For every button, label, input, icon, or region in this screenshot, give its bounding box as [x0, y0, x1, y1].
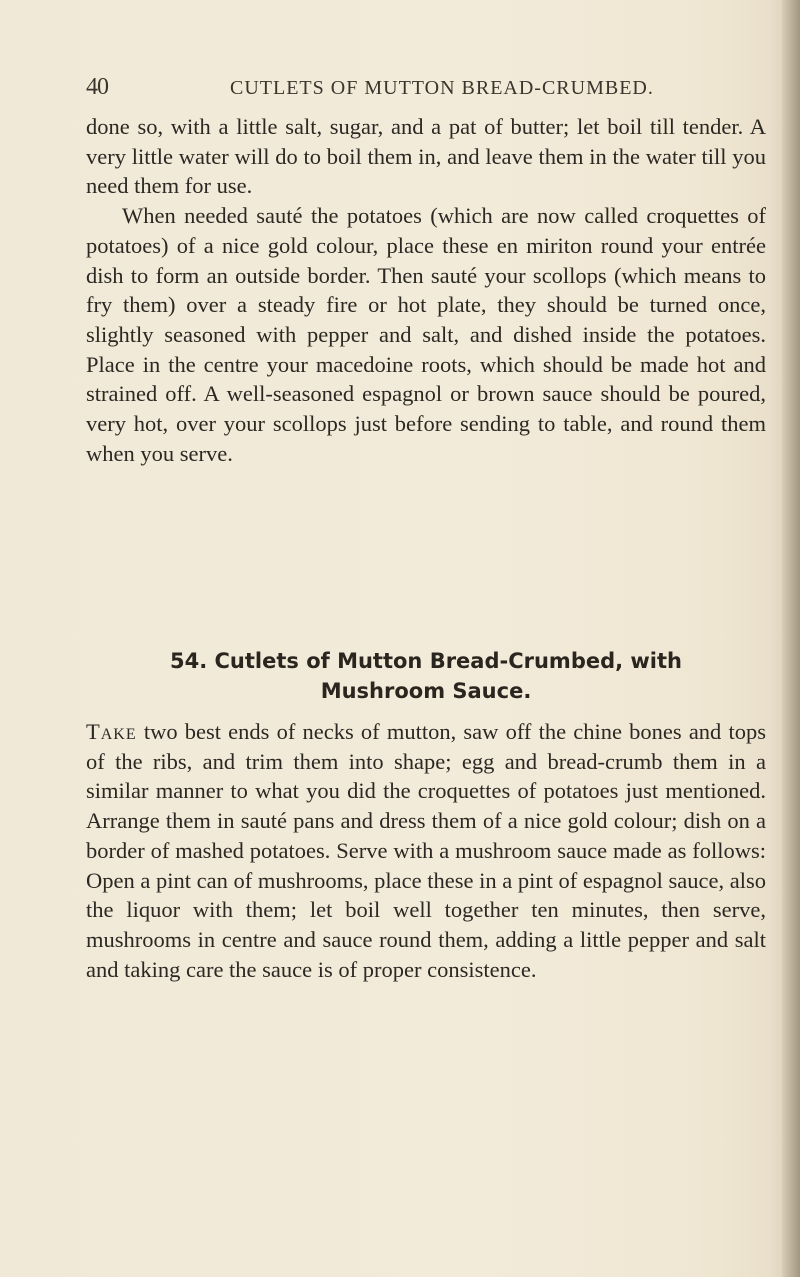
page-number: 40 — [86, 74, 108, 100]
recipe-paragraph — [86, 717, 766, 984]
paragraph-saute-instructions: When needed sauté the potatoes (which are now called croquettes of potatoes) of a nice gold colour, place these en miriton round your entrée dish to form an outside border. Then sauté your scollops (which means to fry them) over a steady fire or hot plate, they should be turned once, slightly seasoned with pepper and salt, and dished inside the potatoes. Place in the centre your macedoine roots, which should be made hot and strained off. A well-seasoned espagnol or brown sauce should be poured, very hot, over your scollops just before sending to table, and round them when you serve. — [86, 203, 766, 466]
paragraph-continued: done so, with a little salt, sugar, and a pat of butter; let boil till tender. A very little water will do to boil them in, and leave them in the water till you need them for use. — [86, 114, 766, 199]
recipe-text: two best ends of necks of mutton, saw off the chine bones and tops of the ribs, and trim them into shape; egg and bread-crumb them in a similar manner to what you did the croquettes of potatoes just mentioned. Arrange them in sauté pans and dress them of a nice gold colour; dish on a border of mashed potatoes. Serve with a mushroom sauce made as follows: Open a pint can of mushrooms, place these in a pint of espagnol sauce, also the liquor with them; let boil well together ten minutes, then serve, mushrooms in centre and sauce round them, adding a little pepper and salt and taking care the sauce is of proper consistence. — [86, 719, 766, 982]
recipe-heading-line-1: 54. Cutlets of Mutton Bread-Crumbed, with — [170, 649, 682, 673]
page-edge-shadow — [782, 0, 800, 1277]
page-header — [86, 74, 766, 114]
recipe-heading-line-2: Mushroom Sauce. — [320, 679, 532, 703]
body-text — [86, 112, 766, 468]
recipe-lead-word: Take — [86, 719, 137, 744]
running-title: CUTLETS OF MUTTON BREAD-CRUMBED. — [230, 77, 654, 99]
recipe-body — [86, 717, 766, 984]
recipe-heading — [86, 646, 766, 706]
